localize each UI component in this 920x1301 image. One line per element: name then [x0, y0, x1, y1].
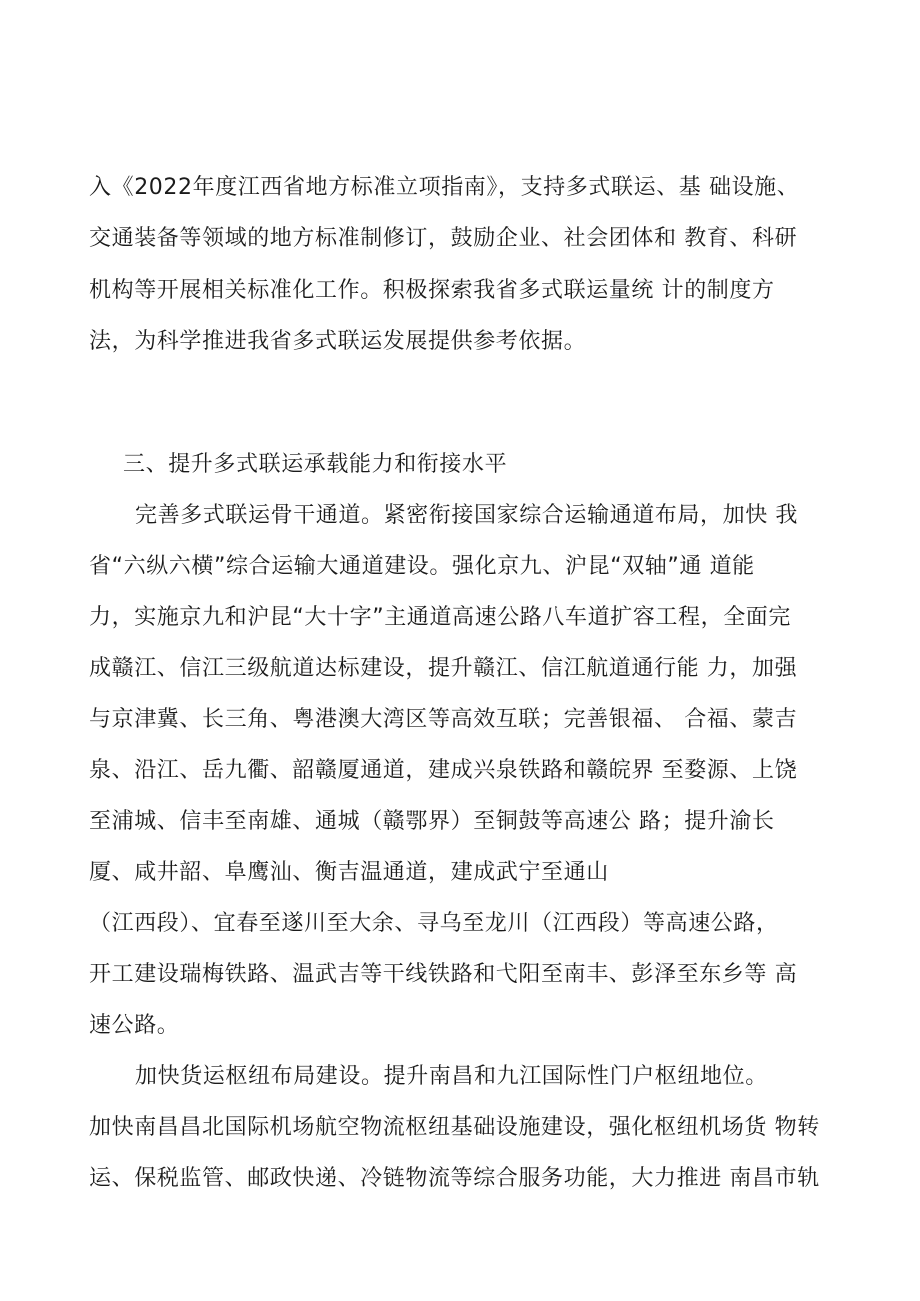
text-line: 法，为科学推进我省多式联运发展提供参考依据。	[89, 329, 587, 354]
section-heading: 三、提升多式联运承载能力和衔接水平	[123, 452, 508, 477]
text-line: 速公路。	[89, 1013, 180, 1038]
text-line: 泉、沿江、岳九衢、韶赣厦通道，建成兴泉铁路和赣皖界 至婺源、上饶	[89, 758, 798, 783]
text-line: 入《2022年度江西省地方标准立项指南》，支持多式联运、基 础设施、	[89, 175, 800, 200]
text-line: 成赣江、信江三级航道达标建设，提升赣江、信江航道通行能 力，加强	[89, 656, 798, 681]
text-line: 机构等开展相关标准化工作。积极探索我省多式联运量统 计的制度方	[89, 278, 775, 303]
text-line: 至浦城、信丰至南雄、通城（赣鄂界）至铜鼓等高速公 路；提升渝长	[89, 809, 775, 834]
text-line: 加快货运枢纽布局建设。提升南昌和九江国际性门户枢纽地位。	[135, 1064, 768, 1089]
text-line: （江西段）、宜春至遂川至大余、寻乌至龙川（江西段）等高速公路，	[89, 911, 779, 936]
text-line: 运、保税监管、邮政快递、冷链物流等综合服务功能，大力推进 南昌市轨	[89, 1166, 820, 1191]
text-line: 省“六纵六横”综合运输大通道建设。强化京九、沪昆“双轴”通 道能	[89, 554, 755, 579]
text-line: 与京津冀、长三角、粤港澳大湾区等高效互联；完善银福、 合福、蒙吉	[89, 707, 798, 732]
text-line: 完善多式联运骨干通道。紧密衔接国家综合运输通道布局，加快 我	[135, 503, 798, 528]
text-line: 开工建设瑞梅铁路、温武吉等干线铁路和弋阳至南丰、彭泽至东乡等 高	[89, 962, 798, 987]
text-line: 加快南昌昌北国际机场航空物流枢纽基础设施建设，强化枢纽机场货 物转	[89, 1115, 820, 1140]
text-line: 交通装备等领域的地方标准制修订，鼓励企业、社会团体和 教育、科研	[89, 226, 798, 251]
text-line: 厦、咸井韶、阜鹰汕、衡吉温通道，建成武宁至通山	[89, 860, 609, 885]
text-line: 力，实施京九和沪昆“大十字”主通道高速公路八车道扩容工程，全面完	[89, 605, 791, 630]
